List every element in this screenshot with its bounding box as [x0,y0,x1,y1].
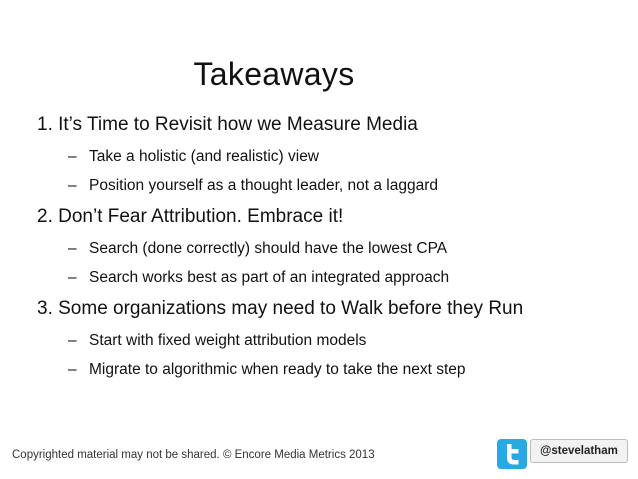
takeaway-3 [37,292,627,384]
takeaway-heading: 1. It’s Time to Revisit how we Measure Media [37,114,418,135]
sub-point [37,355,627,384]
slide-title: Takeaways [193,56,355,92]
sub-point [37,326,627,355]
dash-bullet: – [68,148,77,165]
sub-point [37,171,627,200]
twitter-logo-svg [497,439,527,469]
takeaway-list [37,108,627,384]
takeaway-2 [37,200,627,292]
sub-point-text: Search (done correctly) should have the lowest CPA [89,240,448,257]
twitter-handle[interactable]: @stevelatham [530,439,628,463]
takeaway-1 [37,108,627,200]
sub-point-text: Start with fixed weight attribution models [89,332,367,349]
takeaway-heading: 3. Some organizations may need to Walk before they Run [37,298,524,319]
takeaway-heading: 2. Don’t Fear Attribution. Embrace it! [37,206,344,227]
dash-bullet: – [68,332,77,349]
twitter-logo-background [497,439,527,469]
dash-bullet: – [68,240,77,257]
sub-point [37,142,627,171]
twitter-bird-icon[interactable] [497,439,527,469]
copyright-notice: Copyrighted material may not be shared. © Encore Media Metrics 2013 [12,449,375,461]
dash-bullet: – [68,177,77,194]
sub-point [37,234,627,263]
sub-point-text: Take a holistic (and realistic) view [89,148,320,165]
dash-bullet: – [68,361,77,378]
sub-point-text: Position yourself as a thought leader, not a laggard [89,177,438,194]
dash-bullet: – [68,269,77,286]
sub-point-text: Migrate to algorithmic when ready to take the next step [89,361,466,378]
sub-point-text: Search works best as part of an integrated approach [89,269,450,286]
sub-point [37,263,627,292]
